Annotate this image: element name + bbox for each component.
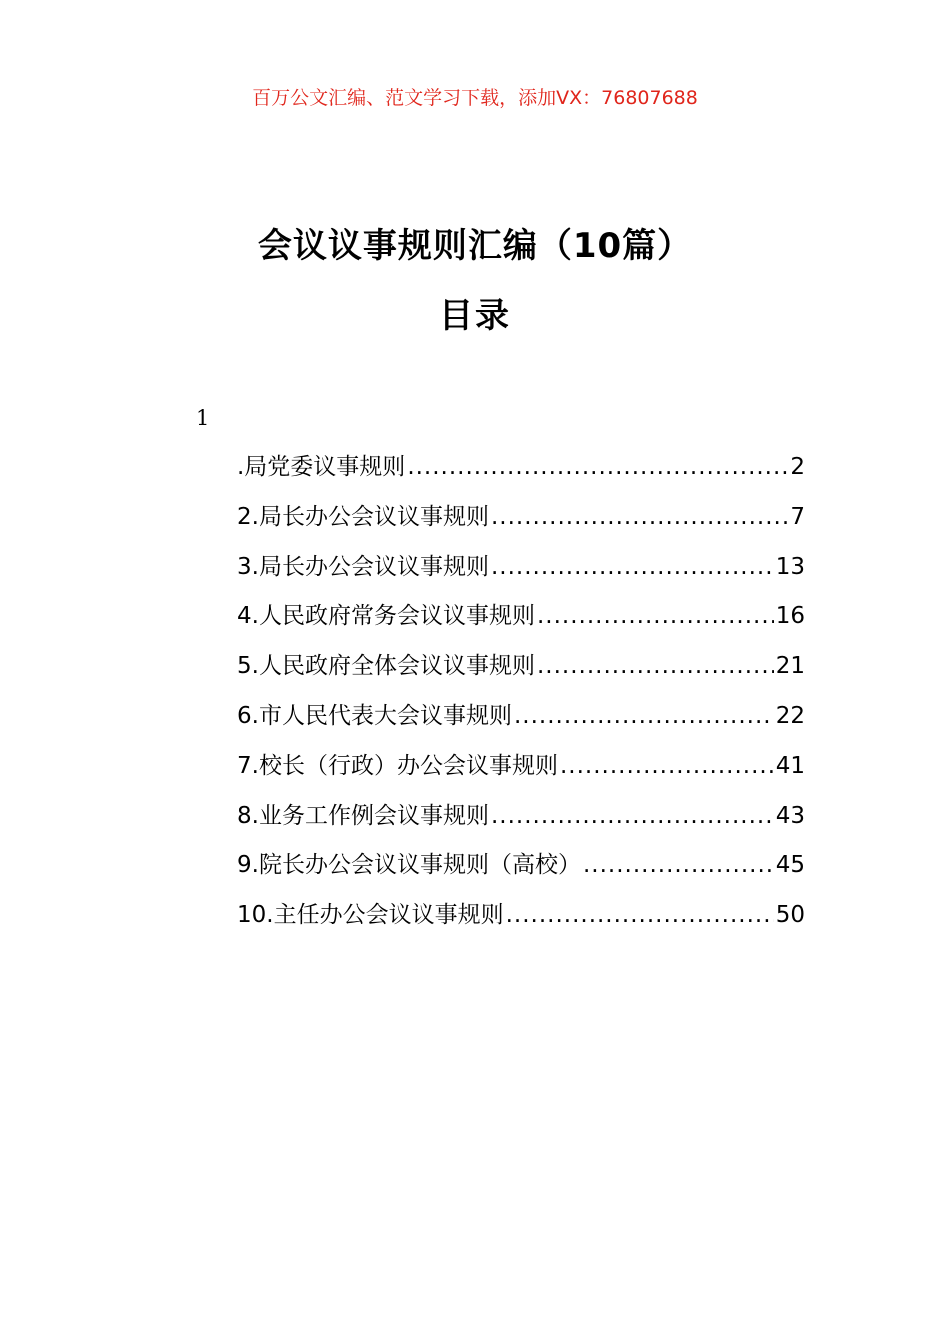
toc-dot-leader xyxy=(537,646,774,686)
toc-heading: 目录 xyxy=(439,296,511,336)
toc-entry[interactable] xyxy=(237,497,805,547)
toc-entry-page: 50 xyxy=(775,902,805,929)
toc-entry-page: 22 xyxy=(775,702,805,729)
toc-entry-label: 5.人民政府全体会议议事规则 xyxy=(237,653,535,680)
toc-dot-leader xyxy=(583,845,774,885)
toc-entry[interactable] xyxy=(237,547,805,597)
header-note: 百万公文汇编、范文学习下载，添加VX：76807688 xyxy=(252,87,698,109)
toc-entry-label: 7.校长（行政）办公会议事规则 xyxy=(237,752,558,779)
toc-entry[interactable] xyxy=(237,646,805,696)
toc-entry-label: 3.局长办公会议议事规则 xyxy=(237,553,489,580)
toc-entry-page: 45 xyxy=(775,852,805,879)
toc-entry-page: 7 xyxy=(790,503,805,530)
toc-entry[interactable] xyxy=(237,845,805,895)
stray-number: 1 xyxy=(196,406,210,430)
toc-dot-leader xyxy=(560,746,774,786)
toc-entry[interactable] xyxy=(237,447,805,497)
toc-dot-leader xyxy=(506,895,774,935)
document-title: 会议议事规则汇编（10篇） xyxy=(257,226,693,266)
toc-entry[interactable] xyxy=(237,746,805,796)
table-of-contents xyxy=(237,447,805,945)
toc-entry-page: 2 xyxy=(790,454,805,480)
toc-dot-leader xyxy=(491,497,788,537)
toc-entry-label: 10.主任办公会议议事规则 xyxy=(237,902,504,929)
toc-dot-leader xyxy=(491,547,774,587)
toc-entry-page: 41 xyxy=(775,752,805,779)
toc-entry-page: 16 xyxy=(775,603,805,630)
toc-entry-label: 8.业务工作例会议事规则 xyxy=(237,802,489,829)
toc-entry[interactable] xyxy=(237,895,805,945)
toc-entry[interactable] xyxy=(237,596,805,646)
toc-dot-leader xyxy=(491,796,774,836)
toc-entry[interactable] xyxy=(237,696,805,746)
toc-entry-label: 4.人民政府常务会议议事规则 xyxy=(237,603,535,630)
toc-entry-page: 13 xyxy=(775,553,805,580)
toc-entry-label: 6.市人民代表大会议事规则 xyxy=(237,702,512,729)
toc-entry-label: .局党委议事规则 xyxy=(237,454,406,480)
toc-dot-leader xyxy=(407,447,788,487)
toc-entry-label: 2.局长办公会议议事规则 xyxy=(237,503,489,530)
toc-dot-leader xyxy=(537,596,774,636)
toc-entry-label: 9.院长办公会议议事规则（高校） xyxy=(237,852,581,879)
toc-entry-page: 43 xyxy=(775,802,805,829)
toc-entry[interactable] xyxy=(237,796,805,846)
toc-dot-leader xyxy=(514,696,774,736)
toc-entry-page: 21 xyxy=(775,653,805,680)
